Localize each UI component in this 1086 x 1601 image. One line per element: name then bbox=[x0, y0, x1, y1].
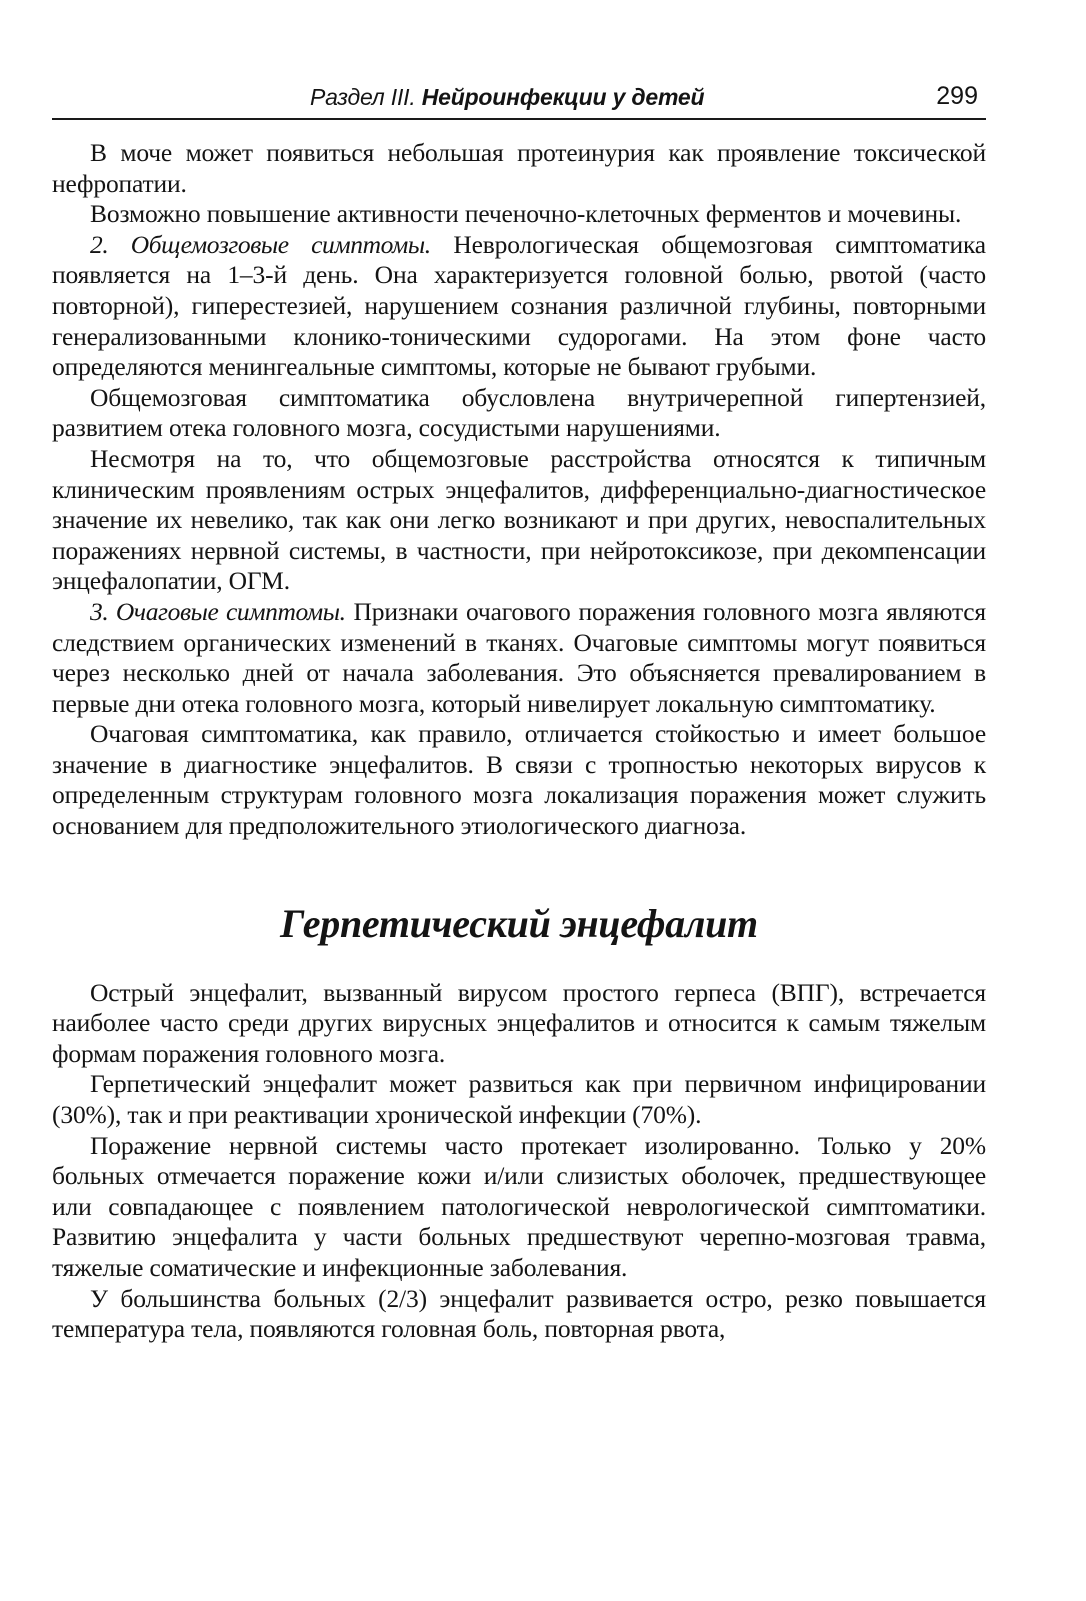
paragraph bbox=[52, 444, 986, 597]
section-heading: Герпетический энцефалит bbox=[280, 900, 758, 946]
paragraph bbox=[52, 1131, 986, 1284]
paragraph bbox=[52, 1284, 986, 1345]
paragraph-lead: 3. Очаговые симптомы. bbox=[90, 596, 346, 626]
paragraph bbox=[52, 597, 986, 719]
paragraph-text: В моче может появиться небольшая протеинурия как проявление токсической нефропатии. bbox=[52, 138, 986, 198]
paragraph bbox=[52, 199, 986, 230]
paragraph-text: Герпетический энцефалит может развиться как при первичном инфицировании (30%), так и при реактивации хронической инфекции (70%). bbox=[52, 1069, 986, 1130]
running-title bbox=[310, 84, 704, 111]
paragraph-text: Несмотря на то, что общемозговые расстройства относятся к типичным клиническим проявлениям острых энцефалитов, дифференциально-диагностическое значение их невелико, так как они легко возникают и при других, невоспалительных поражениях нервной системы, в частности, при нейротоксикозе, при декомпенсации энцефалопатии, ОГМ. bbox=[52, 443, 986, 596]
paragraph-text: Неврологическая общемозговая симптоматика появляется на 1–3-й день. Она характеризуется головной болью, рвотой (часто повторной), гиперестезией, нарушением сознания различной глубины, повторными генерализованными клонико-тоническими судорогами. На этом фоне часто определяются менингеальные симптомы, которые не бывают грубыми. bbox=[52, 229, 986, 382]
paragraph bbox=[52, 383, 986, 444]
paragraph bbox=[52, 230, 986, 383]
paragraph-text: Признаки очагового поражения головного мозга являются следствием органических изменений в тканях. Очаговые симптомы могут появиться через несколько дней от начала заболевания. Это объясняется превалированием в первые дни отека головного мозга, который нивелирует локальную симптоматику. bbox=[52, 596, 986, 718]
paragraph-text: Возможно повышение активности печеночно-клеточных ферментов и мочевины. bbox=[90, 199, 962, 229]
paragraph bbox=[52, 978, 986, 1070]
paragraph bbox=[52, 719, 986, 841]
paragraph-text: Очаговая симптоматика, как правило, отличается стойкостью и имеет большое значение в диагностике энцефалитов. В связи с тропностью некоторых вирусов к определенным структурам головного мозга локализация поражения может служить основанием для предположительного этиологического диагноза. bbox=[52, 719, 986, 841]
paragraph bbox=[52, 138, 986, 199]
section-label: Раздел III. bbox=[310, 84, 416, 110]
paragraph-lead: 2. Общемозговые симптомы. bbox=[90, 229, 431, 259]
paragraph-text: Острый энцефалит, вызванный вирусом простого герпеса (ВПГ), встречается наиболее часто среди других вирусных энцефалитов и относится к самым тяжелым формам поражения головного мозга. bbox=[52, 977, 986, 1068]
paragraph-text: У большинства больных (2/3) энцефалит развивается остро, резко повышается температура тела, появляются головная боль, повторная рвота, bbox=[52, 1283, 986, 1344]
paragraph-text: Общемозговая симптоматика обусловлена внутричерепной гипертензией, развитием отека головного мозга, сосудистыми нарушениями. bbox=[52, 382, 986, 443]
topic-label: Нейроинфекции у детей bbox=[421, 84, 705, 110]
running-header bbox=[52, 78, 986, 120]
book-page bbox=[52, 78, 986, 1345]
paragraph bbox=[52, 1069, 986, 1130]
paragraph-text: Поражение нервной системы часто протекает изолированно. Только у 20% больных отмечается поражение кожи и/или слизистых оболочек, предшествующее или совпадающее с появлением патологической неврологической симптоматики. Развитию энцефалита у части больных предшествуют черепно-мозговая травма, тяжелые соматические и инфекционные заболевания. bbox=[52, 1130, 986, 1282]
page-number: 299 bbox=[936, 82, 978, 110]
body-text bbox=[52, 138, 986, 1345]
